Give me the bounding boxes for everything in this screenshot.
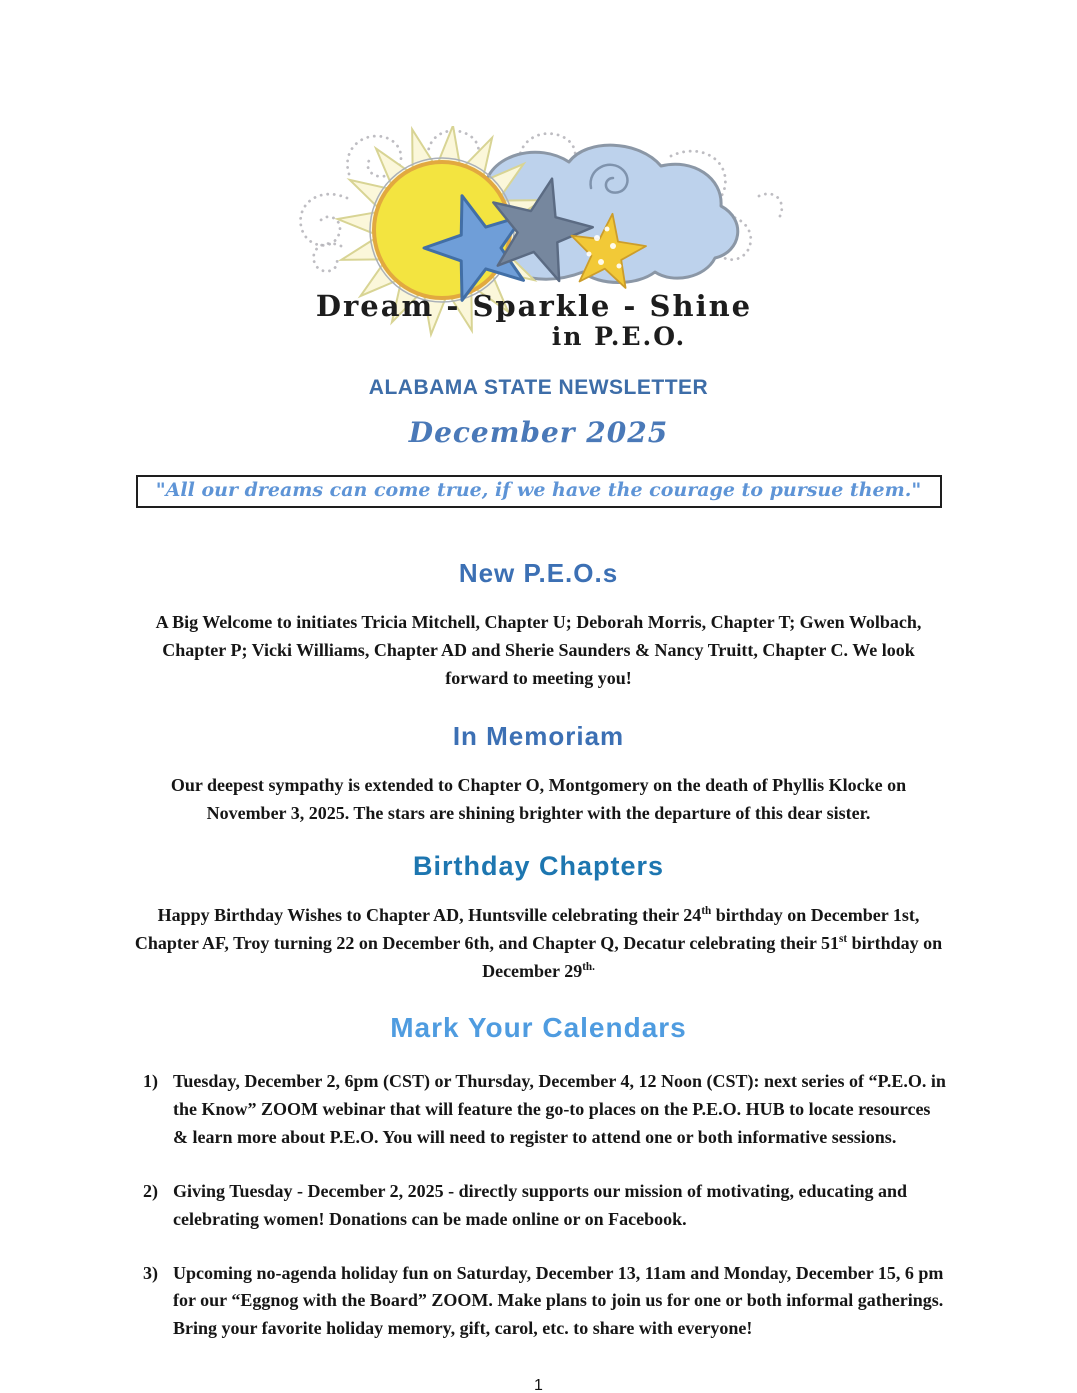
- birthday-text-part1: Happy Birthday Wishes to Chapter AD, Huntsville celebrating their 24: [157, 905, 702, 926]
- new-peos-paragraph: A Big Welcome to initiates Tricia Mitchell, Chapter U; Deborah Morris, Chapter T; Gwen Wolbach, Chapter P; Vicki Williams, Chapter AD and Sherie Saunders & Nancy Truitt, Chapter C. We look forward to meeting you!: [155, 612, 922, 688]
- page-number: 1: [534, 1377, 543, 1393]
- calendar-item-number: 1): [143, 1071, 158, 1092]
- calendar-item-text: Giving Tuesday - December 2, 2025 - directly supports our mission of motivating, educating and celebrating women! Donations can be made online or on Facebook.: [173, 1180, 908, 1229]
- calendar-item-3: [131, 1260, 946, 1344]
- calendar-list: [131, 1068, 946, 1343]
- calendar-item-text: Upcoming no-agenda holiday fun on Saturday, December 13, 11am and Monday, December 15, 6 pm for our “Eggnog with the Board” ZOOM. Make plans to join us for one or both informal gatherings. Bring your favorite holiday memory, gift, carol, etc. to share with everyone!: [173, 1262, 944, 1339]
- section-heading-mark-your-calendars: Mark Your Calendars: [390, 1012, 687, 1044]
- logo-graphic: [289, 126, 789, 354]
- section-heading-new-peos: New P.E.O.s: [458, 558, 619, 588]
- calendar-item-1: [131, 1068, 946, 1152]
- calendar-item-number: 2): [143, 1180, 158, 1201]
- birthday-superscript-th: th: [701, 905, 712, 918]
- logo-tagline-line1: Dream - Sparkle - Shine: [315, 289, 752, 323]
- birthday-superscript-th2: th.: [582, 961, 595, 974]
- calendar-item-2: [131, 1178, 946, 1234]
- birthday-text-part2: birthday on December 1st, Chapter AF, Troy turning 22 on December 6th, and Chapter Q, Decatur celebrating their 51: [134, 905, 920, 954]
- newsletter-logo: [289, 126, 789, 354]
- birthday-paragraph: [131, 902, 946, 986]
- logo-tagline-line2: in P.E.O.: [551, 322, 686, 351]
- quote-box: [136, 475, 942, 508]
- newsletter-date: December 2025: [408, 416, 669, 449]
- birthday-text-part3: birthday on December 29: [482, 933, 943, 982]
- in-memoriam-paragraph: Our deepest sympathy is extended to Chapter O, Montgomery on the death of Phyllis Klocke on November 3, 2025. The stars are shining brighter with the departure of this dear sister.: [170, 774, 907, 823]
- birthday-superscript-st: st: [839, 933, 848, 946]
- calendar-item-number: 3): [143, 1262, 158, 1283]
- newsletter-title: ALABAMA STATE NEWSLETTER: [368, 376, 709, 399]
- calendar-item-text: Tuesday, December 2, 6pm (CST) or Thursday, December 4, 12 Noon (CST): next series of “P.E.O. in the Know” ZOOM webinar that will feature the go-to places on the P.E.O. HUB to locate resources & learn more about P.E.O. You will need to register to attend one or both informative sessions.: [173, 1071, 946, 1147]
- section-heading-birthday-chapters: Birthday Chapters: [412, 851, 665, 882]
- quote-text: "All our dreams can come true, if we have the courage to pursue them.": [155, 479, 922, 501]
- section-heading-in-memoriam: In Memoriam: [452, 720, 625, 751]
